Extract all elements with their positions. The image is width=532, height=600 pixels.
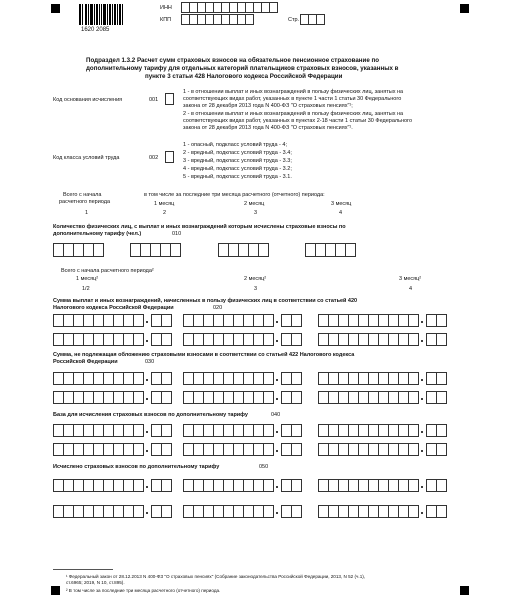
amount-cell[interactable]: [263, 314, 274, 327]
sums-month-1-header: 1 месяц²: [76, 276, 99, 282]
kopeck-cell[interactable]: [291, 424, 302, 437]
amount-cell[interactable]: [133, 391, 144, 404]
decimal-point: [276, 379, 278, 381]
line-030-label-1: Сумма, не подлежащая обложению страховыми взносами в соответствии со статьей 422 Налогового кодекса: [53, 352, 355, 358]
sums-column-number-3: 3: [254, 286, 258, 292]
line-050-code: 050: [259, 464, 269, 470]
kopeck-cell[interactable]: [291, 505, 302, 518]
kopeck-cell[interactable]: [161, 391, 172, 404]
basis-code: 001: [149, 97, 159, 103]
basis-option-1-line-3: закона от 28 декабря 2013 года N 400-ФЗ "О страховых пенсиях"¹;: [183, 103, 353, 109]
kopeck-cell[interactable]: [161, 314, 172, 327]
amount-cell[interactable]: [408, 333, 419, 346]
footnote-2: ² В том числе за последние три месяца расчетного (отчетного) периода.: [66, 588, 221, 593]
conditions-label: Код класса условий труда: [53, 155, 120, 161]
kopeck-cell[interactable]: [436, 333, 447, 346]
decimal-point: [146, 512, 148, 514]
footnote-1-line-2: ст.6965; 2019, N 10, ст.895).: [66, 580, 125, 585]
amount-cell[interactable]: [408, 391, 419, 404]
sums-month-2-header: 2 месяц²: [244, 276, 267, 282]
amount-cell[interactable]: [408, 372, 419, 385]
last-three-months-label: в том числе за последние три месяца расчетного (отчетного) периода:: [144, 192, 325, 198]
kopeck-cell[interactable]: [161, 424, 172, 437]
month-1-header: 1 месяц: [154, 201, 175, 207]
decimal-point: [146, 340, 148, 342]
amount-cell[interactable]: [408, 314, 419, 327]
kopeck-cell[interactable]: [161, 443, 172, 456]
barcode-number: 1620 2085: [81, 27, 110, 33]
kopeck-cell[interactable]: [291, 391, 302, 404]
kopeck-cell[interactable]: [436, 314, 447, 327]
kopeck-cell[interactable]: [436, 372, 447, 385]
kopeck-cell[interactable]: [291, 314, 302, 327]
basis-option-2-line-3: закона от 28 декабря 2013 года N 400-ФЗ "О страховых пенсиях"¹.: [183, 125, 353, 131]
amount-cell[interactable]: [133, 505, 144, 518]
line-040-code: 040: [271, 412, 281, 418]
conditions-item-5: 5 - вредный, подкласс условий труда - 3.1.: [183, 174, 292, 180]
inn-label: ИНН: [160, 5, 172, 11]
basis-option-2-line-1: 2 - в отношении выплат и иных вознаграждений в пользу физических лиц, занятых на: [183, 111, 404, 117]
decimal-point: [276, 450, 278, 452]
kopeck-cell[interactable]: [436, 505, 447, 518]
line-050-label: Исчислено страховых взносов по дополнительному тарифу: [53, 464, 220, 470]
conditions-item-1: 1 - опасный, подкласс условий труда - 4;: [183, 142, 287, 148]
total-period-label-2: расчетного периода: [59, 199, 111, 205]
input-cell[interactable]: [345, 243, 356, 257]
kopeck-cell[interactable]: [291, 333, 302, 346]
amount-cell[interactable]: [408, 443, 419, 456]
conditions-code: 002: [149, 155, 159, 161]
column-number-1: 1: [85, 210, 89, 216]
decimal-point: [421, 321, 423, 323]
line-020-code: 020: [213, 305, 223, 311]
decimal-point: [276, 486, 278, 488]
page-title-line-2: дополнительному тарифу для отдельных категорий плательщиков страховых взносов, указанных в: [86, 65, 399, 72]
sums-month-3-header: 3 месяц²: [399, 276, 422, 282]
amount-cell[interactable]: [133, 333, 144, 346]
decimal-point: [421, 431, 423, 433]
input-cell[interactable]: [258, 243, 269, 257]
decimal-point: [276, 431, 278, 433]
amount-cell[interactable]: [263, 391, 274, 404]
page-label: Стр.: [288, 17, 300, 23]
basis-option-1-line-2: соответствующих видах работ, указанных в пункте 1 части 1 статьи 30 Федерального: [183, 96, 402, 102]
amount-cell[interactable]: [263, 424, 274, 437]
amount-cell[interactable]: [263, 443, 274, 456]
sums-column-number-1: 1/2: [82, 286, 90, 292]
amount-cell[interactable]: [263, 479, 274, 492]
conditions-input[interactable]: [165, 151, 174, 163]
column-number-4: 4: [339, 210, 343, 216]
line-010-label-2: дополнительному тарифу (чел.): [53, 231, 142, 237]
decimal-point: [276, 340, 278, 342]
total-period-label-1: Всего с начала: [63, 192, 102, 198]
basis-label: Код основания исчисления: [53, 97, 123, 103]
kopeck-cell[interactable]: [161, 505, 172, 518]
basis-option-1-line-1: 1 - в отношении выплат и иных вознаграждений в пользу физических лиц, занятых на: [183, 89, 404, 95]
input-cell[interactable]: [245, 14, 254, 25]
kpp-label: КПП: [160, 17, 172, 23]
decimal-point: [146, 398, 148, 400]
line-010-code: 010: [172, 231, 182, 237]
registration-mark-top-right: [460, 4, 469, 13]
input-cell[interactable]: [170, 243, 181, 257]
kopeck-cell[interactable]: [291, 372, 302, 385]
kopeck-cell[interactable]: [161, 333, 172, 346]
kopeck-cell[interactable]: [436, 443, 447, 456]
decimal-point: [421, 486, 423, 488]
input-cell[interactable]: [316, 14, 325, 25]
kopeck-cell[interactable]: [436, 391, 447, 404]
decimal-point: [276, 321, 278, 323]
line-010-label-1: Количество физических лиц, с выплат и иных вознаграждений которым исчислены страховые взносы по: [53, 224, 346, 230]
conditions-item-3: 3 - вредный, подкласс условий труда - 3.3;: [183, 158, 292, 164]
kopeck-cell[interactable]: [161, 479, 172, 492]
amount-cell[interactable]: [408, 505, 419, 518]
amount-cell[interactable]: [133, 314, 144, 327]
amount-cell[interactable]: [408, 479, 419, 492]
decimal-point: [146, 486, 148, 488]
input-cell[interactable]: [269, 2, 278, 13]
kopeck-cell[interactable]: [436, 479, 447, 492]
amount-cell[interactable]: [263, 372, 274, 385]
decimal-point: [421, 512, 423, 514]
month-3-header: 3 месяц: [331, 201, 352, 207]
amount-cell[interactable]: [133, 424, 144, 437]
footnote-divider: [53, 569, 113, 570]
decimal-point: [146, 450, 148, 452]
line-020-label-1: Сумма выплат и иных вознаграждений, начисленных в пользу физических лиц в соответствии со статьей 420: [53, 298, 358, 304]
sums-total-header: Всего с начала расчетного периода²: [61, 268, 154, 274]
basis-option-2-line-2: соответствующих видах работ, указанных в пунктах 2-18 части 1 статьи 30 Федерального: [183, 118, 413, 124]
registration-mark-bottom-right: [460, 586, 469, 595]
kopeck-cell[interactable]: [291, 443, 302, 456]
amount-cell[interactable]: [133, 479, 144, 492]
barcode: [79, 4, 123, 25]
registration-mark-bottom-left: [51, 586, 60, 595]
amount-cell[interactable]: [263, 505, 274, 518]
kopeck-cell[interactable]: [436, 424, 447, 437]
decimal-point: [146, 379, 148, 381]
line-030-code: 030: [145, 359, 155, 365]
line-040-label: База для исчисления страховых взносов по дополнительному тарифу: [53, 412, 248, 418]
decimal-point: [421, 379, 423, 381]
decimal-point: [146, 321, 148, 323]
decimal-point: [276, 398, 278, 400]
kopeck-cell[interactable]: [291, 479, 302, 492]
line-030-label-2: Российской Федерации: [53, 359, 118, 365]
decimal-point: [146, 431, 148, 433]
month-2-header: 2 месяц: [244, 201, 265, 207]
registration-mark-top-left: [51, 4, 60, 13]
amount-cell[interactable]: [133, 372, 144, 385]
column-number-3: 3: [254, 210, 258, 216]
line-020-label-2: Налогового кодекса Российской Федерации: [53, 305, 174, 311]
amount-cell[interactable]: [133, 443, 144, 456]
sums-column-number-4: 4: [409, 286, 413, 292]
page-title-line-3: пункте 3 статьи 428 Налогового кодекса Российской Федерации: [145, 73, 343, 80]
conditions-item-2: 2 - вредный, подкласс условий труда - 3.4;: [183, 150, 292, 156]
decimal-point: [421, 450, 423, 452]
input-cell[interactable]: [93, 243, 104, 257]
amount-cell[interactable]: [263, 333, 274, 346]
decimal-point: [421, 340, 423, 342]
basis-input[interactable]: [165, 93, 174, 105]
column-number-2: 2: [163, 210, 167, 216]
decimal-point: [276, 512, 278, 514]
amount-cell[interactable]: [408, 424, 419, 437]
footnote-1-line-1: ¹ Федеральный закон от 28.12.2013 N 400-ФЗ "О страховых пенсиях" (Собрание законодательства Российской Федерации, 2013, N 52 (ч.1),: [66, 574, 366, 579]
decimal-point: [421, 398, 423, 400]
kopeck-cell[interactable]: [161, 372, 172, 385]
page-title-line-1: Подраздел 1.3.2 Расчет сумм страховых взносов на обязательное пенсионное страхование по: [86, 57, 379, 64]
conditions-item-4: 4 - вредный, подкласс условий труда - 3.2;: [183, 166, 292, 172]
